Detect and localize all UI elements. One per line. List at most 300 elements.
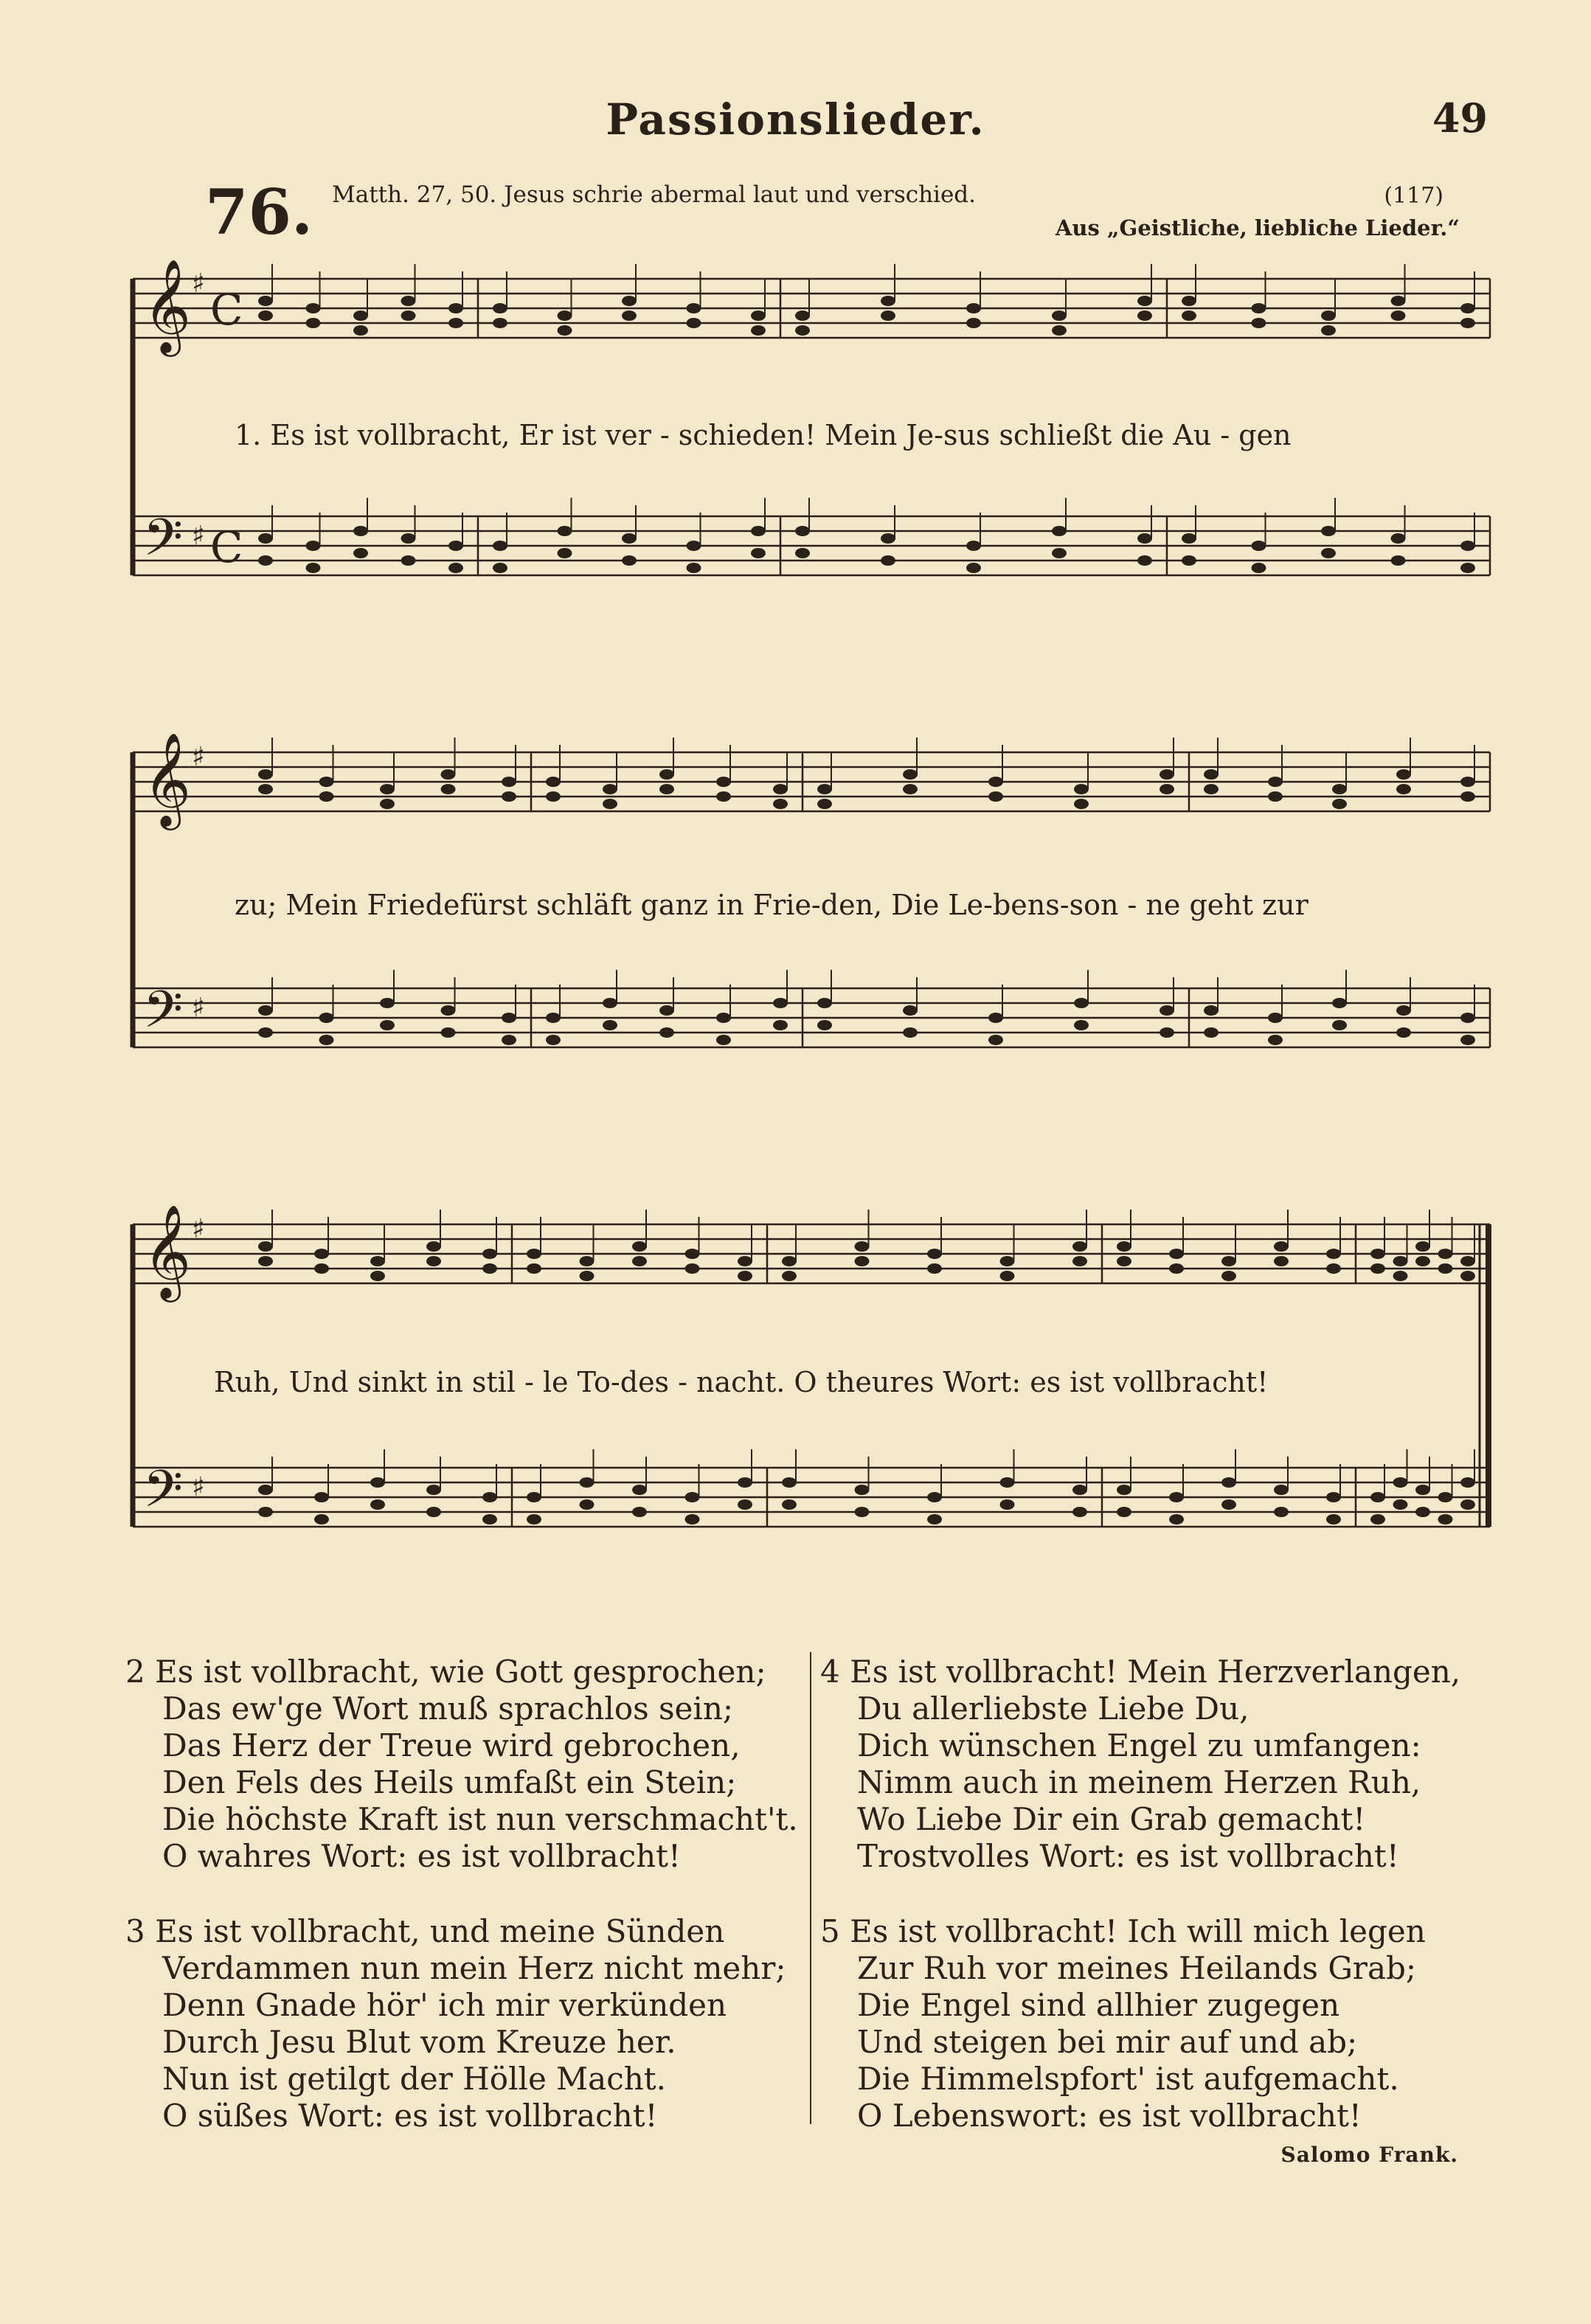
bass-note-head <box>401 533 416 544</box>
verse-text: Es ist vollbracht! Mein Herzverlangen, <box>850 1654 1461 1690</box>
treble-note-head <box>738 1256 752 1266</box>
treble-note-head <box>1332 799 1347 809</box>
bass-note-head <box>482 1514 497 1525</box>
bass-note-head <box>1252 563 1266 573</box>
hymn-number: 76. <box>205 176 313 249</box>
bass-note-head <box>448 563 463 573</box>
treble-note-head <box>319 791 334 802</box>
bass-note-head <box>659 1005 674 1016</box>
bass-note-head <box>1326 1514 1341 1525</box>
treble-note-head <box>632 1256 647 1266</box>
treble-note-head <box>1274 1241 1289 1252</box>
bass-note-head <box>1415 1485 1430 1495</box>
tune-source: Aus „Geistliche, liebliche Lieder.“ <box>1055 215 1460 240</box>
bass-note-head <box>258 1507 273 1517</box>
verse-line: O Lebenswort: es ist vollbracht! <box>857 2098 1362 2134</box>
bass-note-head <box>1137 533 1152 544</box>
treble-clef: 𝄞 <box>143 732 192 826</box>
treble-note-head <box>306 303 321 313</box>
bass-note-head <box>1460 1477 1475 1488</box>
bass-note-head <box>319 1013 334 1023</box>
bass-note-head <box>1460 563 1475 573</box>
running-title: Passionslieder. <box>606 94 985 145</box>
bass-note-head <box>1160 1027 1174 1038</box>
bass-note-head <box>738 1477 752 1488</box>
bass-note-head <box>988 1013 1003 1023</box>
treble-note-head <box>380 799 395 809</box>
treble-note-head <box>795 325 810 336</box>
treble-note-head <box>448 318 463 328</box>
bass-note-head <box>966 563 981 573</box>
treble-note-head <box>751 311 766 321</box>
bass-clef: 𝄢 <box>143 1459 184 1531</box>
bass-note-head <box>1370 1492 1385 1502</box>
bass-note-head <box>1160 1005 1174 1016</box>
bass-note-head <box>1460 541 1475 551</box>
bass-note-head <box>782 1499 797 1510</box>
lyric-line-1: 1. Es ist vollbracht, Er ist ver - schieden! Mein Je-sus schließt die Au - gen <box>235 419 1292 451</box>
bass-note-head <box>1460 1013 1475 1023</box>
treble-note-head <box>1396 769 1411 780</box>
bass-note-head <box>988 1035 1003 1045</box>
verse-line: Die Himmelspfort' ist aufgemacht. <box>857 2061 1399 2097</box>
verse-line: Und steigen bei mir auf und ab; <box>857 2024 1358 2060</box>
verse-line: Durch Jesu Blut vom Kreuze her. <box>162 2024 676 2060</box>
verse-line: Die höchste Kraft ist nun verschmacht't. <box>162 1801 798 1837</box>
verse-line: Zur Ruh vor meines Heilands Grab; <box>857 1950 1417 1986</box>
bass-note-head <box>1000 1477 1015 1488</box>
treble-note-head <box>370 1256 385 1266</box>
bass-note-head <box>685 1514 700 1525</box>
treble-note-head <box>314 1263 329 1274</box>
key-signature-sharp: ♯ <box>192 268 205 299</box>
key-signature-sharp: ♯ <box>192 1472 205 1502</box>
verse-line: Den Fels des Heils umfaßt ein Stein; <box>162 1764 737 1800</box>
bass-note-head <box>380 1020 395 1030</box>
bass-note-head <box>687 563 701 573</box>
bass-note-head <box>855 1507 870 1517</box>
treble-note-head <box>1252 303 1266 313</box>
treble-note-head <box>493 318 507 328</box>
treble-note-head <box>988 791 1003 802</box>
bass-note-head <box>1268 1035 1283 1045</box>
bass-note-head <box>448 541 463 551</box>
bass-note-head <box>903 1005 918 1016</box>
treble-note-head <box>258 296 273 306</box>
bass-note-head <box>426 1507 441 1517</box>
bass-note-head <box>1221 1477 1236 1488</box>
bass-note-head <box>603 998 617 1008</box>
treble-note-head <box>716 777 731 787</box>
treble-note-head <box>401 296 416 306</box>
treble-note-head <box>855 1256 870 1266</box>
bass-note-head <box>773 1020 788 1030</box>
bass-note-head <box>817 998 832 1008</box>
bass-note-head <box>502 1013 516 1023</box>
bass-note-head <box>1074 1020 1089 1030</box>
bass-note-head <box>782 1477 797 1488</box>
treble-note-head <box>927 1263 942 1274</box>
treble-note-head <box>353 325 368 336</box>
bass-note-head <box>1204 1005 1219 1016</box>
treble-note-head <box>580 1271 595 1281</box>
bass-note-head <box>1169 1514 1184 1525</box>
verse-number: 4 <box>820 1654 840 1690</box>
key-signature-sharp: ♯ <box>192 742 205 772</box>
bass-note-head <box>751 548 766 558</box>
bass-note-head <box>258 533 273 544</box>
treble-note-head <box>1052 325 1067 336</box>
source-number: (117) <box>1384 183 1443 209</box>
treble-note-head <box>1000 1271 1015 1281</box>
treble-note-head <box>306 318 321 328</box>
verses-left-column <box>125 1654 798 2173</box>
bass-note-head <box>855 1485 870 1495</box>
treble-note-head <box>622 296 637 306</box>
bass-note-head <box>314 1514 329 1525</box>
bass-note-head <box>1052 548 1067 558</box>
bass-note-head <box>558 526 572 536</box>
treble-note-head <box>1393 1256 1408 1266</box>
bass-note-head <box>603 1020 617 1030</box>
bass-note-head <box>353 526 368 536</box>
verse-number: 2 <box>125 1654 145 1690</box>
treble-note-head <box>527 1263 541 1274</box>
treble-note-head <box>903 769 918 780</box>
bass-note-head <box>546 1013 561 1023</box>
treble-note-head <box>401 311 416 321</box>
key-signature-sharp: ♯ <box>192 993 205 1023</box>
time-signature: C <box>210 522 243 572</box>
bass-note-head <box>258 1027 273 1038</box>
bass-note-head <box>441 1027 456 1038</box>
treble-note-head <box>1326 1263 1341 1274</box>
treble-note-head <box>751 325 766 336</box>
bass-note-head <box>1182 555 1196 566</box>
treble-note-head <box>1221 1256 1236 1266</box>
bass-note-head <box>927 1492 942 1502</box>
treble-note-head <box>1460 777 1475 787</box>
treble-note-head <box>1182 296 1196 306</box>
verse-line: Wo Liebe Dir ein Grab gemacht! <box>857 1801 1366 1837</box>
treble-note-head <box>1221 1271 1236 1281</box>
bass-note-head <box>817 1020 832 1030</box>
bass-note-head <box>1182 533 1196 544</box>
treble-note-head <box>426 1241 441 1252</box>
treble-note-head <box>1074 784 1089 794</box>
treble-note-head <box>632 1241 647 1252</box>
treble-note-head <box>782 1256 797 1266</box>
verses-right-column <box>820 1654 1460 2173</box>
treble-note-head <box>659 784 674 794</box>
verse-line: Nimm auch in meinem Herzen Ruh, <box>857 1764 1421 1800</box>
treble-note-head <box>1391 296 1406 306</box>
lyric-line-3: Ruh, Und sinkt in stil - le To-des - nacht. O theures Wort: es ist vollbracht! <box>214 1366 1269 1398</box>
bass-note-head <box>258 555 273 566</box>
bass-note-head <box>622 555 637 566</box>
verse-line <box>820 1654 1460 1690</box>
bass-note-head <box>738 1499 752 1510</box>
treble-note-head <box>687 303 701 313</box>
bible-reference: Matth. 27, 50. Jesus schrie abermal laut und verschied. <box>332 181 977 208</box>
treble-note-head <box>1415 1256 1430 1266</box>
treble-note-head <box>1391 311 1406 321</box>
treble-note-head <box>1072 1241 1087 1252</box>
bass-note-head <box>1252 541 1266 551</box>
verse-3 <box>125 1913 798 2134</box>
bass-note-head <box>622 533 637 544</box>
treble-note-head <box>988 777 1003 787</box>
verse-5 <box>820 1913 1460 2134</box>
bass-note-head <box>1391 555 1406 566</box>
verse-text: Es ist vollbracht, wie Gott gesprochen; <box>155 1654 766 1690</box>
bass-note-head <box>1052 526 1067 536</box>
bass-note-head <box>966 541 981 551</box>
bass-note-head <box>1326 1492 1341 1502</box>
treble-note-head <box>370 1271 385 1281</box>
column-divider <box>810 1652 811 2124</box>
treble-note-head <box>966 303 981 313</box>
verse-line: O süßes Wort: es ist vollbracht! <box>162 2098 658 2134</box>
treble-note-head <box>773 784 788 794</box>
bass-note-head <box>685 1492 700 1502</box>
bass-note-head <box>1393 1499 1408 1510</box>
treble-note-head <box>1204 784 1219 794</box>
verse-text: Es ist vollbracht, und meine Sünden <box>155 1913 725 1949</box>
bass-note-head <box>927 1514 942 1525</box>
bass-note-head <box>306 563 321 573</box>
bass-note-head <box>659 1027 674 1038</box>
treble-note-head <box>659 769 674 780</box>
bass-note-head <box>1274 1507 1289 1517</box>
bass-note-head <box>558 548 572 558</box>
treble-note-head <box>817 799 832 809</box>
treble-note-head <box>1438 1249 1453 1259</box>
treble-note-head <box>1169 1249 1184 1259</box>
verse-number: 3 <box>125 1913 145 1949</box>
bass-note-head <box>1268 1013 1283 1023</box>
treble-note-head <box>1182 311 1196 321</box>
verse-line: O wahres Wort: es ist vollbracht! <box>162 1838 681 1874</box>
treble-note-head <box>1415 1241 1430 1252</box>
bass-note-head <box>632 1507 647 1517</box>
bass-note-head <box>716 1013 731 1023</box>
verse-line: Verdammen nun mein Herz nicht mehr; <box>162 1950 786 1986</box>
verse-line: Nun ist getilgt der Hölle Macht. <box>162 2061 667 2097</box>
treble-note-head <box>1000 1256 1015 1266</box>
treble-note-head <box>685 1263 700 1274</box>
bass-note-head <box>441 1005 456 1016</box>
treble-note-head <box>1160 784 1174 794</box>
bass-note-head <box>1370 1514 1385 1525</box>
treble-note-head <box>685 1249 700 1259</box>
treble-note-head <box>1052 311 1067 321</box>
treble-note-head <box>1370 1263 1385 1274</box>
treble-note-head <box>502 791 516 802</box>
treble-note-head <box>258 311 273 321</box>
bass-note-head <box>1072 1507 1087 1517</box>
treble-note-head <box>817 784 832 794</box>
bass-note-head <box>1137 555 1152 566</box>
treble-note-head <box>773 799 788 809</box>
bass-note-head <box>1391 533 1406 544</box>
bass-note-head <box>1438 1492 1453 1502</box>
treble-note-head <box>1460 303 1475 313</box>
bass-note-head <box>319 1035 334 1045</box>
bass-note-head <box>353 548 368 558</box>
bass-note-head <box>426 1485 441 1495</box>
treble-note-head <box>448 303 463 313</box>
bass-note-head <box>502 1035 516 1045</box>
treble-note-head <box>258 1241 273 1252</box>
bass-note-head <box>1072 1485 1087 1495</box>
key-signature-sharp: ♯ <box>192 1214 205 1244</box>
bass-note-head <box>1460 1499 1475 1510</box>
treble-note-head <box>738 1271 752 1281</box>
verse-line <box>125 1654 798 1690</box>
bass-note-head <box>632 1485 647 1495</box>
treble-note-head <box>580 1256 595 1266</box>
treble-note-head <box>482 1249 497 1259</box>
verse-line: Das ew'ge Wort muß sprachlos sein; <box>162 1690 734 1727</box>
bass-note-head <box>716 1035 731 1045</box>
bass-note-head <box>903 1027 918 1038</box>
bass-note-head <box>306 541 321 551</box>
treble-note-head <box>716 791 731 802</box>
bass-note-head <box>258 1485 273 1495</box>
lyric-line-2: zu; Mein Friedefürst schläft ganz in Frie-den, Die Le-bens-son - ne geht zur <box>235 889 1308 921</box>
verse-line: Trostvolles Wort: es ist vollbracht! <box>857 1838 1399 1874</box>
treble-note-head <box>1137 311 1152 321</box>
treble-note-head <box>1396 784 1411 794</box>
bass-note-head <box>527 1514 541 1525</box>
bass-note-head <box>881 533 895 544</box>
treble-note-head <box>426 1256 441 1266</box>
bass-note-head <box>370 1499 385 1510</box>
bass-note-head <box>546 1035 561 1045</box>
treble-note-head <box>881 296 895 306</box>
author-signature: Salomo Frank. <box>1280 2143 1458 2167</box>
treble-note-head <box>1321 325 1336 336</box>
treble-note-head <box>1274 1256 1289 1266</box>
treble-note-head <box>258 1256 273 1266</box>
treble-note-head <box>1160 769 1174 780</box>
treble-note-head <box>1393 1271 1408 1281</box>
treble-note-head <box>782 1271 797 1281</box>
treble-clef: 𝄞 <box>143 258 192 353</box>
verse-line: Die Engel sind allhier zugegen <box>857 1987 1340 2023</box>
treble-note-head <box>1117 1256 1131 1266</box>
bass-note-head <box>1321 526 1336 536</box>
treble-note-head <box>927 1249 942 1259</box>
time-signature: C <box>210 285 243 335</box>
treble-note-head <box>546 777 561 787</box>
treble-note-head <box>380 784 395 794</box>
verse-number: 5 <box>820 1913 840 1949</box>
bass-note-head <box>370 1477 385 1488</box>
bass-note-head <box>773 998 788 1008</box>
bass-note-head <box>527 1492 541 1502</box>
bass-note-head <box>1396 1005 1411 1016</box>
bass-note-head <box>314 1492 329 1502</box>
verse-line: Das Herz der Treue wird gebrochen, <box>162 1727 741 1763</box>
verse-2 <box>125 1654 798 1875</box>
treble-note-head <box>482 1263 497 1274</box>
bass-note-head <box>380 998 395 1008</box>
verse-4 <box>820 1654 1460 1875</box>
treble-note-head <box>1169 1263 1184 1274</box>
treble-note-head <box>558 311 572 321</box>
treble-note-head <box>1460 318 1475 328</box>
treble-note-head <box>441 784 456 794</box>
bass-note-head <box>1074 998 1089 1008</box>
bass-note-head <box>1117 1507 1131 1517</box>
treble-note-head <box>1268 791 1283 802</box>
treble-note-head <box>441 769 456 780</box>
bass-note-head <box>1000 1499 1015 1510</box>
treble-note-head <box>353 311 368 321</box>
verse-line: Dich wünschen Engel zu umfangen: <box>857 1727 1421 1763</box>
key-signature-sharp: ♯ <box>192 521 205 551</box>
treble-note-head <box>558 325 572 336</box>
treble-note-head <box>314 1249 329 1259</box>
bass-note-head <box>1438 1514 1453 1525</box>
bass-note-head <box>751 526 766 536</box>
verse-text: Es ist vollbracht! Ich will mich legen <box>850 1913 1426 1949</box>
treble-note-head <box>795 311 810 321</box>
bass-note-head <box>795 526 810 536</box>
bass-note-head <box>1415 1507 1430 1517</box>
bass-note-head <box>580 1499 595 1510</box>
treble-note-head <box>1204 769 1219 780</box>
bass-note-head <box>493 541 507 551</box>
bass-note-head <box>493 563 507 573</box>
treble-note-head <box>1117 1241 1131 1252</box>
treble-note-head <box>527 1249 541 1259</box>
treble-note-head <box>1332 784 1347 794</box>
treble-note-head <box>1072 1256 1087 1266</box>
bass-note-head <box>1321 548 1336 558</box>
treble-note-head <box>603 799 617 809</box>
verse-line: Denn Gnade hör' ich mir verkünden <box>162 1987 727 2023</box>
treble-note-head <box>1326 1249 1341 1259</box>
treble-note-head <box>258 784 273 794</box>
bass-note-head <box>1221 1499 1236 1510</box>
treble-note-head <box>603 784 617 794</box>
page-number: 49 <box>1432 94 1488 142</box>
bass-note-head <box>1393 1477 1408 1488</box>
bass-note-head <box>1204 1027 1219 1038</box>
treble-note-head <box>1268 777 1283 787</box>
treble-note-head <box>546 791 561 802</box>
bass-note-head <box>482 1492 497 1502</box>
bass-note-head <box>1332 1020 1347 1030</box>
treble-note-head <box>1137 296 1152 306</box>
bass-note-head <box>881 555 895 566</box>
bass-clef: 𝄢 <box>143 979 184 1052</box>
treble-note-head <box>319 777 334 787</box>
verse-line <box>820 1913 1460 1950</box>
treble-note-head <box>1460 791 1475 802</box>
treble-note-head <box>1370 1249 1385 1259</box>
bass-note-head <box>580 1477 595 1488</box>
treble-note-head <box>687 318 701 328</box>
treble-note-head <box>493 303 507 313</box>
bass-note-head <box>1396 1027 1411 1038</box>
treble-note-head <box>1460 1271 1475 1281</box>
verse-line <box>125 1913 798 1950</box>
bass-note-head <box>1274 1485 1289 1495</box>
